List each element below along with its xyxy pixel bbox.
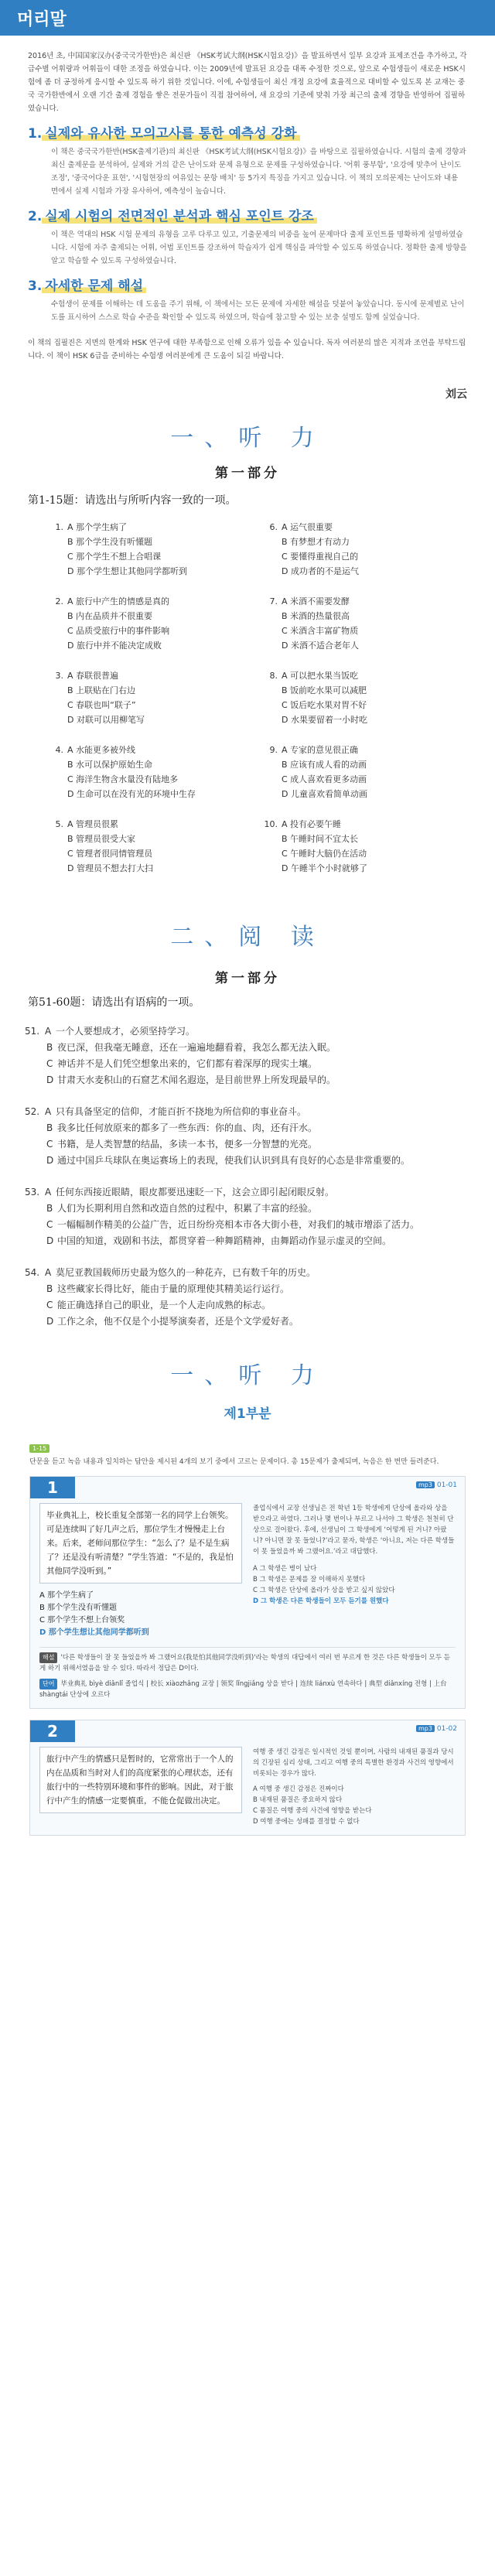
question-number: 5.	[55, 819, 63, 829]
option[interactable]: B 那个学生没有听懂题	[67, 537, 153, 547]
option[interactable]: A 春联很普遍	[67, 671, 119, 681]
point-number: 1.	[28, 126, 43, 142]
question-number: 4.	[55, 745, 63, 755]
preface-point-2	[28, 210, 467, 268]
option[interactable]: D 管理员不想去打大扫	[67, 863, 153, 873]
preface-point-3	[28, 280, 467, 324]
option-text[interactable]: 甘肃天水麦积山的石窟艺术闻名遐迩，是目前世界上所发现最早的。	[57, 1074, 336, 1085]
question-number: 7.	[269, 596, 278, 606]
point-body: 이 책은 역대의 HSK 시험 문제의 유형을 고루 다루고 있고, 기출문제의 비중을 높여 문제마다 출제 포인트를 명확하게 설명하였습니다. 시험에 자주 출제되는 어휘, 어법 포인트를 강조하여 학습자가 쉽게 핵심을 파악할 수 있도록 하였습니다. 정확한 출제 방향을 알고 학습할 수 있도록 구성하였습니다.	[51, 231, 467, 265]
question-block	[261, 817, 464, 876]
solution-part-title: 제1부분	[224, 1406, 271, 1422]
passage: 旅行中产生的情感只是暂时的，它常常出于一个人的内在品质和当时对人们的高度紧张的心理状态，还有旅行中的一些特别环境和事件的影响。因此，对于旅行中产生的情感一定要慎重，不能仓促做出决定。	[39, 1747, 242, 1813]
point-title: 실제 시험의 전면적인 분석과 핵심 포인트 강조	[42, 210, 317, 224]
point-title: 실제와 유사한 모의고사를 통한 예측성 강화	[42, 128, 299, 141]
question-number: 51.	[25, 1026, 40, 1037]
option[interactable]: B 水可以保护原始生命	[67, 760, 153, 770]
option-text[interactable]: 一幅幅制作精美的公益广告，近日纷纷亮相本市各大街小巷，对我们的城市增添了活力。	[57, 1219, 420, 1230]
option[interactable]: C 海洋生物含水量没有陆地多	[67, 774, 179, 784]
preface-closing: 이 책의 집필진은 지면의 한계와 HSK 연구에 대한 부족함으로 인해 오류가 있을 수 있습니다. 독자 여러분의 많은 지적과 조언을 부탁드립니다. 이 책이 HSK 6급을 준비하는 수험생 여러분에게 큰 도움이 되길 바랍니다.	[28, 339, 466, 360]
point-title: 자세한 문제 해설	[42, 280, 146, 293]
option[interactable]: A 旅行中产生的情感是真的	[67, 596, 170, 606]
question-block	[46, 817, 250, 876]
option-text[interactable]: 中国的知道，戏剧和书法，都贯穿着一种舞蹈精神，由舞蹈动作显示虚灵的空间。	[57, 1235, 392, 1246]
reading-instruction: 第51-60题：请选出有语病的一项。	[28, 996, 200, 1009]
listening-part-title: 第一部分	[215, 466, 280, 481]
option[interactable]: B 管理员很受大家	[67, 834, 136, 844]
author-name: 刘云	[446, 388, 467, 401]
option[interactable]: A 投有必要午睡	[282, 819, 342, 829]
question-number: 6.	[269, 522, 278, 532]
option[interactable]: A 水能更多被外线	[67, 745, 136, 755]
preface-paragraph: 2016년 초, 中国国家汉办(중국국가한반)은 최신판 《HSK考试大纲(HSK시험요강)》을 발표하면서 일부 요강과 표제조건을 추가하고, 각 급수별 어휘량과 어휘들이 대한 조정을 하였습니다. 이는 2009년에 발표된 요강을 대폭 수정한 것으로, 앞으로 수험생들이 새로운 HSK시험에 좀 더 공정하게 응시할 수 있도록 하기 위한 것입니다. 이에, 수험생들이 최신 개정 요강에 효율적으로 대비할 수 있도록 본 교재는 중국 국가한반에서 오랜 기간 출제 경험을 쌓은 전문가들이 직접 참여하여, 새 요강의 기준에 맞춰 가장 최근의 출제 경향을 반영하여 집필하였습니다.	[28, 52, 467, 113]
option-letter: C	[46, 1219, 53, 1230]
option-letter: B	[46, 1283, 53, 1294]
question-block	[261, 743, 464, 801]
reading-question	[0, 1184, 495, 1249]
option-letter: B	[46, 1203, 53, 1214]
answer-option[interactable]: A 那个学生病了	[39, 1591, 94, 1600]
option[interactable]: B 内在品质并不很重要	[67, 611, 153, 621]
option[interactable]: A 可以把水果当饭吃	[282, 671, 359, 681]
option[interactable]: C 午睡时大脑仍在活动	[282, 849, 367, 859]
option-text[interactable]: 这些藏家长得比好，能由于量的原理使其精美运行运行。	[57, 1283, 290, 1294]
option[interactable]: D 儿童喜欢看简单动画	[282, 789, 367, 799]
note-text: '다른 학생들이 잘 못 들었을까 봐 그랬어요(我是怕其他同学没听到)'라는 학생의 대답에서 여러 번 부르게 한 것은 다른 학생들이 모두 듣게 하기 위해서였음을 알 수 있다. 따라서 정답은 D이다.	[39, 1654, 450, 1672]
answer-translation: D 여행 중에는 성패를 결정할 수 없다	[253, 1818, 360, 1826]
option-text[interactable]: 人们为长期利用自然和改造自然的过程中，积累了丰富的经验。	[57, 1203, 318, 1214]
reading-part-title: 第一部分	[215, 971, 280, 986]
answer-translation: B 그 학생은 문제를 잘 이해하지 못했다	[253, 1576, 366, 1584]
audio-track[interactable]: mp3 01-02	[416, 1725, 457, 1733]
option-letter: A	[45, 1106, 52, 1117]
option-text[interactable]: 夜已深，但我毫无睡意，还在一遍遍地翻看着，我怎么都无法入眠。	[57, 1042, 336, 1053]
answer-translation: C 품질은 여행 중의 사건에 영향을 받는다	[253, 1807, 372, 1815]
answer-translation: A 그 학생은 병이 났다	[253, 1565, 317, 1573]
question-number: 53.	[25, 1187, 40, 1197]
question-number: 3.	[55, 671, 63, 681]
option-text[interactable]: 书籍，是人类智慧的结晶，多读一本书，便多一分智慧的光亮。	[57, 1139, 318, 1150]
listening-section-title: 一、听 力	[170, 425, 325, 452]
point-number: 2.	[28, 209, 43, 224]
solution-section-title: 一、听 力	[170, 1362, 325, 1389]
option-text[interactable]: 我多比任何放原来的都多了一些东西：你的血、肉，还有汗水。	[57, 1122, 318, 1133]
audio-track[interactable]: mp3 01-01	[416, 1481, 457, 1489]
option-text[interactable]: 任何东西接近眼睛，眼皮都要迅速眨一下，这会立即引起闭眼反射。	[56, 1187, 335, 1197]
option[interactable]: D 成功者的不是运气	[282, 566, 359, 576]
question-block	[261, 668, 464, 727]
reading-section-title: 二、阅 读	[170, 924, 325, 951]
question-number: 52.	[25, 1106, 40, 1117]
option-letter: C	[46, 1300, 53, 1310]
question-number: 8.	[269, 671, 278, 681]
option-text[interactable]: 工作之余，他不仅是个小提琴演奏者，还是个文学爱好者。	[57, 1316, 299, 1327]
page-title: 머리말	[17, 9, 67, 29]
option[interactable]: D 午睡半个小时就够了	[282, 863, 367, 873]
audio-track-label: 01-02	[436, 1725, 457, 1733]
answer-translation: A 여행 중 생긴 감정은 진짜이다	[253, 1785, 344, 1793]
option[interactable]: B 米酒的热量很高	[282, 611, 350, 621]
option[interactable]: D 米酒不适合老年人	[282, 641, 359, 651]
option-letter: A	[45, 1187, 52, 1197]
option-letter: D	[46, 1235, 54, 1246]
question-block	[261, 520, 464, 579]
option-text[interactable]: 神话并不是人们凭空想象出来的，它们都有着深厚的现实土壤。	[57, 1058, 318, 1069]
example-box	[29, 1476, 466, 1709]
translation: 졸업식에서 교장 선생님은 전 학년 1등 학생에게 단상에 올라와 상을 받으라고 하였다. 그러나 몇 번이나 부르고 나서야 그 학생은 천천히 단상으로 걸어왔다. 후에, 선생님이 그 학생에게 ‘어떻게 된 거니? 아팠니? 아니면 잘 못 들었니?’라고 묻자, 학생은 ‘아니요, 저는 다른 학생들이 못 들었을까 봐 그랬어요.’라고 대답했다.	[253, 1505, 455, 1556]
option-letter: D	[46, 1074, 54, 1085]
answer-option-correct[interactable]: D 那个学生想让其他同学都听到	[39, 1628, 149, 1637]
page-header	[0, 0, 495, 36]
option-letter: C	[46, 1058, 53, 1069]
option[interactable]: C 那个学生不想上合唱课	[67, 552, 162, 562]
question-block	[46, 743, 250, 801]
listening-question-grid	[0, 520, 495, 891]
option-letter: D	[46, 1155, 54, 1166]
option-letter: D	[46, 1316, 54, 1327]
question-block	[46, 668, 250, 727]
option[interactable]: C 春联也叫“联子”	[67, 700, 136, 710]
example-number: 1	[30, 1477, 75, 1498]
option-letter: A	[45, 1267, 52, 1278]
question-block	[46, 594, 250, 653]
option-text[interactable]: 一个人要想成才，必须坚持学习。	[56, 1026, 196, 1037]
option[interactable]: A 米酒不需要发酵	[282, 596, 350, 606]
question-number: 2.	[55, 596, 63, 606]
option[interactable]: C 品质受旅行中的事件影响	[67, 626, 170, 636]
option[interactable]: C 成人喜欢看更多动画	[282, 774, 367, 784]
answer-option[interactable]: C 那个学生不想上台领奖	[39, 1616, 125, 1625]
question-number: 54.	[25, 1267, 40, 1278]
option[interactable]: C 饭后吃水果对胃不好	[282, 700, 367, 710]
reading-question	[0, 1023, 495, 1088]
option[interactable]: B 有梦想才有动力	[282, 537, 350, 547]
answer-option[interactable]: B 那个学生没有听懂题	[39, 1604, 118, 1612]
range-tag: 1-15	[29, 1444, 50, 1453]
option[interactable]: A 运气很重要	[282, 522, 333, 532]
option[interactable]: D 那个学生想让其他同学都听到	[67, 566, 187, 576]
audio-track-label: 01-01	[436, 1481, 457, 1489]
answer-translation: D 그 학생은 다른 학생들이 모두 듣기를 원했다	[253, 1597, 389, 1605]
option[interactable]: B 上联贴在门右边	[67, 685, 136, 695]
question-block	[46, 520, 250, 579]
option-letter: B	[46, 1122, 53, 1133]
example-number: 2	[30, 1720, 75, 1742]
option[interactable]: A 管理员很累	[67, 819, 119, 829]
option-text[interactable]: 通过中国乒乓球队在奥运赛场上的表现，使我们认识到具有良好的心态是非常重要的。	[57, 1155, 411, 1166]
vocab-text: 毕业典礼 bìyè diǎnlǐ 졸업식 | 校长 xiàozhǎng 교장 | 领奖 lǐngjiǎng 상을 받다 | 连续 liánxù 연속하다 | 典型 diǎnxíng 전형 | 上台 shàngtái 단상에 오르다	[39, 1680, 447, 1699]
point-number: 3.	[28, 278, 43, 294]
preface-point-1	[28, 128, 467, 198]
option[interactable]: D 生命可以在没有光的环境中生存	[67, 789, 196, 799]
option[interactable]: A 那个学生病了	[67, 522, 128, 532]
question-number: 1.	[55, 522, 63, 532]
preface-section	[0, 36, 495, 363]
option-letter: C	[46, 1139, 53, 1150]
answer-translation: C 그 학생은 단상에 올라가 상을 받고 싶지 않았다	[253, 1587, 395, 1594]
listening-instruction: 第1-15题：请选出与所听内容一致的一项。	[28, 494, 237, 507]
question-number: 9.	[269, 745, 278, 755]
point-body: 수험생이 문제를 이해하는 데 도움을 주기 위해, 이 책에서는 모든 문제에 자세한 해설을 덧붙여 놓았습니다. 동시에 문제별로 난이도를 표시하여 스스로 학습 수준을 확인할 수 있도록 하였으며, 학습에 참고할 수 있는 보충 설명도 함께 실었습니다.	[51, 300, 465, 322]
option-letter: B	[46, 1042, 53, 1053]
option-text[interactable]: 莫尼亚教国载师历史最为悠久的一种花卉，已有数千年的历史。	[56, 1267, 316, 1278]
example-box	[29, 1720, 466, 1836]
option[interactable]: C 管理者很同情管理员	[67, 849, 153, 859]
option-text[interactable]: 能正确选择自己的职业，是一个人走向成熟的标志。	[57, 1300, 271, 1310]
reading-question	[0, 1104, 495, 1169]
solution-intro: 단문을 듣고 녹음 내용과 일치하는 답안을 제시된 4개의 보기 중에서 고르는 문제이다. 총 15문제가 출제되며, 녹음은 한 번만 들려준다.	[29, 1458, 439, 1466]
question-number: 10.	[264, 819, 278, 829]
option[interactable]: D 对联可以用柳笔写	[67, 715, 145, 725]
option[interactable]: B 应该有成人看的动画	[282, 760, 367, 770]
translation: 여행 중 생긴 감정은 일시적인 것일 뿐이며, 사람의 내재된 품질과 당시의 긴장된 심리 상태, 그리고 여행 중의 특별한 환경과 사건의 영향에서 비롯되는 경우가 많다.	[253, 1748, 454, 1778]
option[interactable]: A 专家的意见很正确	[282, 745, 359, 755]
option-text[interactable]: 只有具备坚定的信仰，才能百折不挠地为所信仰的事业奋斗。	[56, 1106, 307, 1117]
option[interactable]: B 午睡时间不宜太长	[282, 834, 359, 844]
option-letter: A	[45, 1026, 52, 1037]
vocab-label: 단어	[39, 1679, 57, 1689]
option[interactable]: B 饭前吃水果可以减肥	[282, 685, 367, 695]
question-block	[261, 594, 464, 653]
option[interactable]: C 要懂得重视自己的	[282, 552, 359, 562]
answer-translation: B 내재된 품질은 중요하지 않다	[253, 1796, 343, 1804]
point-body: 이 책은 중국국가한반(HSK출제기관)의 최신판 《HSK考试大纲(HSK시험요강)》을 바탕으로 집필하였습니다. 시험의 출제 경향과 최신 출제문을 분석하여, 실제와 거의 같은 난이도와 문제 유형으로 문제를 구성하였습니다. '어휘 풍부함', '요강에 맞추어 난이도 조정', '중국어다운 표현', '시험현장의 여유있는 문항 배치' 등 5가지 특징을 가지고 있습니다. 이 책의 모의문제는 난이도와 내용 면에서 실제 시험과 가장 유사하여, 예측성이 높습니다.	[51, 148, 466, 196]
reading-question	[0, 1265, 495, 1330]
option[interactable]: D 水果要留着一小时吃	[282, 715, 367, 725]
option[interactable]: D 旅行中并不能决定成败	[67, 641, 162, 651]
option[interactable]: C 米酒含丰富矿物质	[282, 626, 359, 636]
passage: 毕业典礼上，校长重复全部第一名的同学上台领奖。可是连续叫了好几声之后，那位学生才慢慢走上台来。后来，老师问那位学生：“怎么了？是不是生病了？还是没有听清楚？”学生答道：“不是的，我是怕其他同学没听到。”	[39, 1503, 242, 1584]
note-label: 해설	[39, 1652, 57, 1663]
